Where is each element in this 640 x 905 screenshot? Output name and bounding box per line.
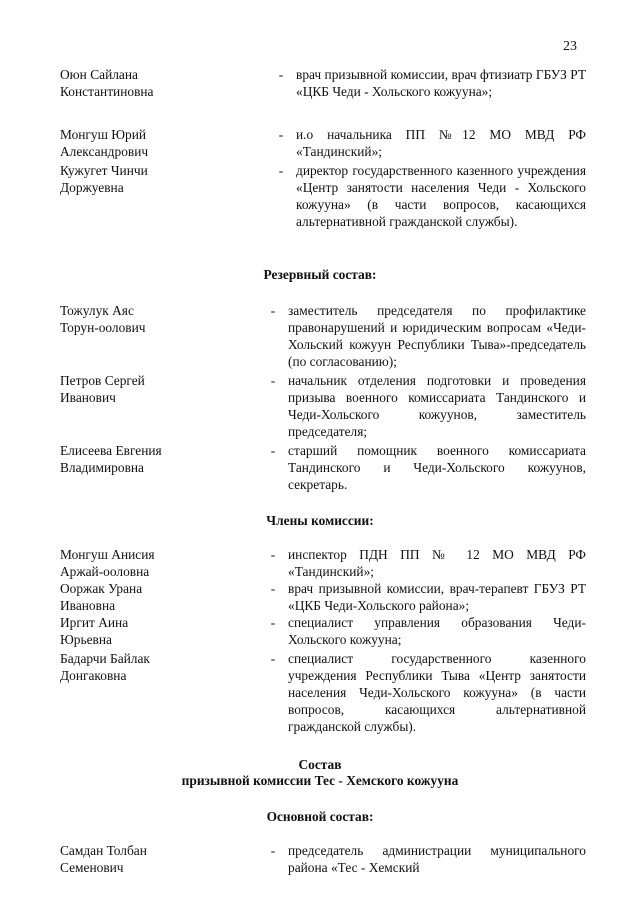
member-name: Монгуш Анисия Аржай-ооловна bbox=[60, 547, 155, 579]
member-role: председатель администрации муниципального района «Тес - Хемский bbox=[288, 843, 586, 875]
member-name: Петров Сергей Иванович bbox=[60, 373, 145, 405]
member-role: врач призывной комиссии, врач фтизиатр ГБУЗ РТ «ЦКБ Чеди - Хольского кожууна»; bbox=[296, 67, 586, 99]
heading-commission: призывной комиссии Тес - Хемского кожууна bbox=[181, 773, 459, 788]
member-name: Ооржак Урана Ивановна bbox=[60, 581, 143, 613]
heading-main: Основной состав: bbox=[266, 809, 374, 824]
dash: - bbox=[270, 303, 276, 318]
heading-sostav: Состав bbox=[298, 757, 342, 772]
member-name: Оюн Сайлана Константиновна bbox=[60, 67, 154, 99]
member-name: Монгуш Юрий Александрович bbox=[60, 127, 149, 159]
heading-members: Члены комиссии: bbox=[266, 513, 374, 528]
dash: - bbox=[270, 373, 276, 388]
member-name: Кужугет Чинчи Доржуевна bbox=[60, 163, 148, 195]
member-role: инспектор ПДН ПП № 12 МО МВД РФ «Тандинский»; bbox=[288, 547, 586, 579]
dash: - bbox=[270, 581, 276, 596]
page-number: 23 bbox=[563, 39, 577, 54]
dash: - bbox=[270, 651, 276, 666]
dash: - bbox=[270, 843, 276, 858]
dash: - bbox=[270, 615, 276, 630]
member-name: Елисеева Евгения Владимировна bbox=[60, 443, 162, 475]
member-role: и.о начальника ПП №12 МО МВД РФ «Тандинский»; bbox=[296, 127, 586, 159]
member-role: заместитель председателя по профилактике правонарушений и юридическим вопросам «Чеди-Хольский кожуун Республики Тыва»-председатель (по согласованию); bbox=[288, 303, 586, 369]
heading-reserve: Резервный состав: bbox=[263, 267, 377, 282]
member-role: начальник отделения подготовки и проведения призыва военного комиссариата Тандинского и Чеди-Хольского кожуунов, заместитель председателя; bbox=[288, 373, 586, 439]
member-role: директор государственного казенного учреждения «Центр занятости населения Чеди - Хольского кожууна» (в части вопросов, касающихся альтернативной гражданской службы). bbox=[296, 163, 586, 229]
member-name: Самдан Толбан Семенович bbox=[60, 843, 147, 875]
dash: - bbox=[270, 443, 276, 458]
dash: - bbox=[278, 67, 284, 82]
dash: - bbox=[278, 127, 284, 142]
member-role: специалист управления образования Чеди-Хольского кожууна; bbox=[288, 615, 586, 647]
member-name: Иргит Аина Юрьевна bbox=[60, 615, 129, 647]
member-role: специалист государственного казенного учреждения Республики Тыва «Центр занятости населения Чеди-Хольского кожууна» (в части вопросов, касающихся альтернативной гражданской службы). bbox=[288, 651, 586, 734]
dash: - bbox=[270, 547, 276, 562]
member-name: Бадарчи Байлак Донгаковна bbox=[60, 651, 150, 683]
member-name: Тожулук Аяс Торун-оолович bbox=[60, 303, 146, 335]
dash: - bbox=[278, 163, 284, 178]
member-role: врач призывной комиссии, врач-терапевт ГБУЗ РТ «ЦКБ Чеди-Хольского района»; bbox=[288, 581, 586, 613]
member-role: старший помощник военного комиссариата Тандинского и Чеди-Хольского кожуунов, секретарь. bbox=[288, 443, 586, 492]
